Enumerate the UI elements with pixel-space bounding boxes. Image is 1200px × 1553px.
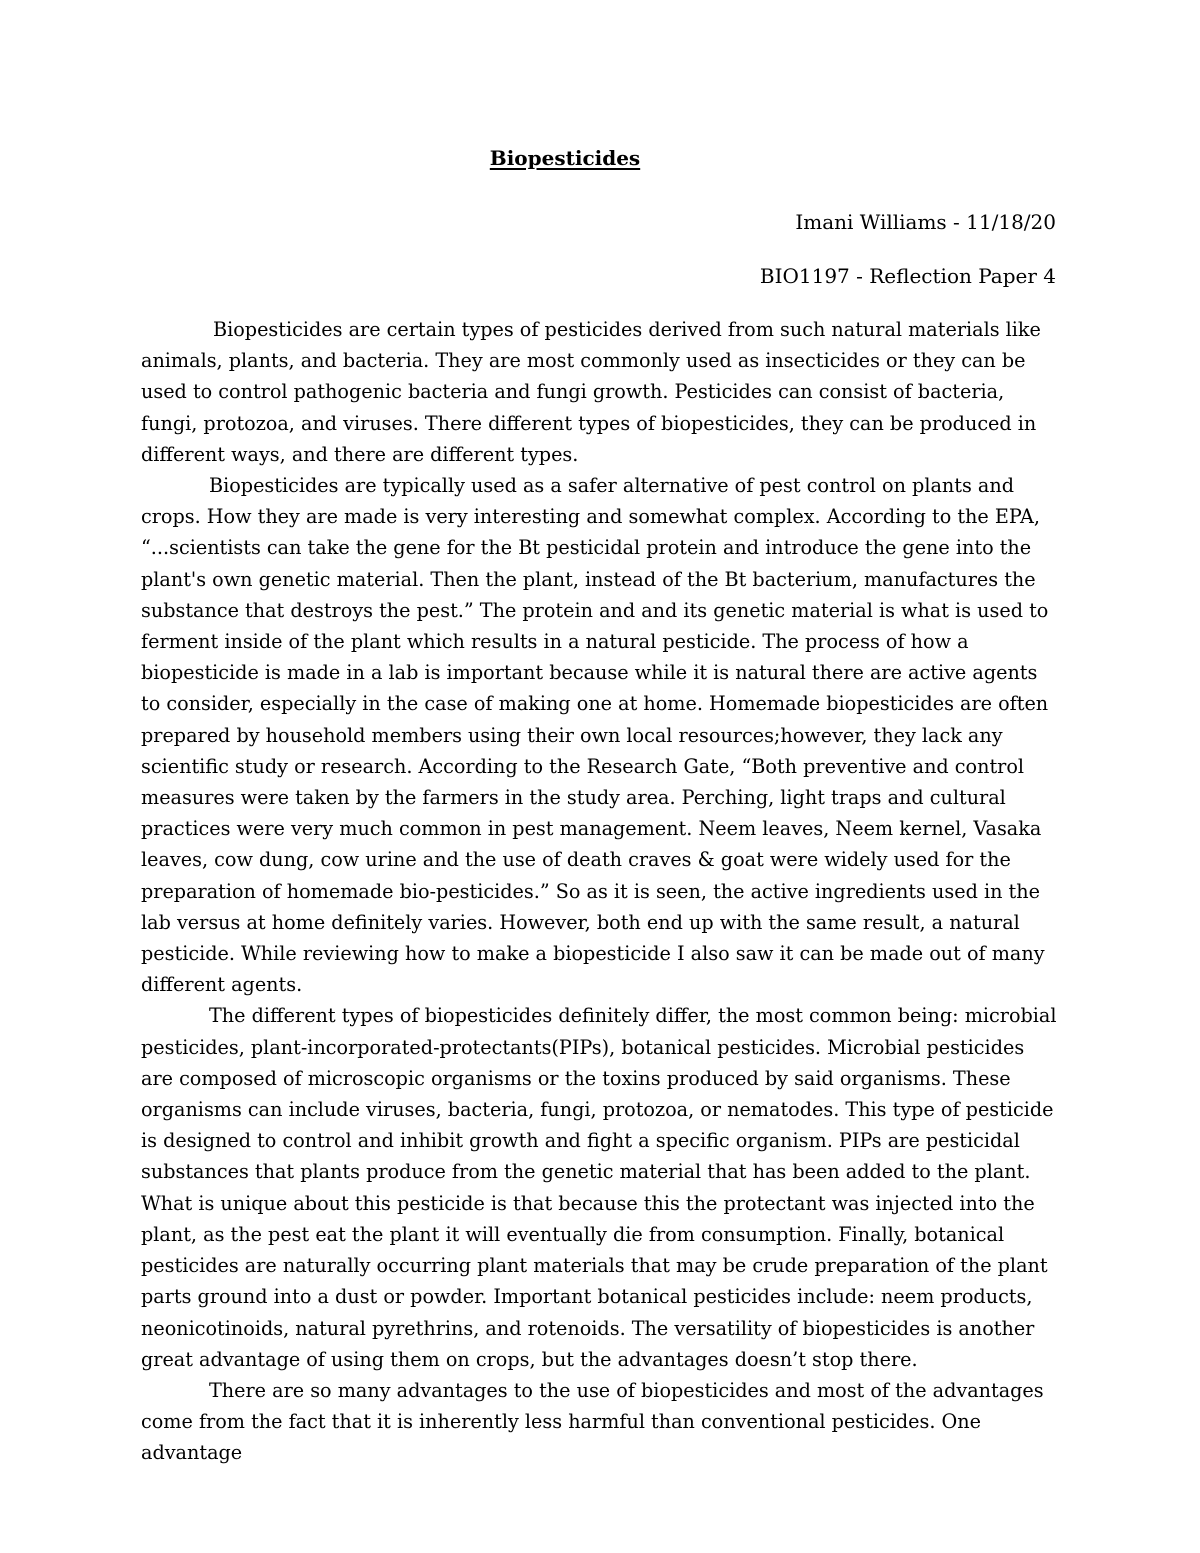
paragraph-intro: Biopesticides are certain types of pesticides derived from such natural materials like animals, plants, and bacteria. They are most commonly used as insecticides or they can be used to control pathogenic bacteria and fungi growth. Pesticides can consist of bacteria, fungi, protozoa, and viruses. There different types of biopesticides, they can be produced in different ways, and there are different types. <box>141 318 1041 466</box>
paragraph-advantages: There are so many advantages to the use of biopesticides and most of the advantages come from the fact that it is inherently less harmful than conventional pesticides. One advantage <box>141 1378 1044 1465</box>
paragraph-types: The different types of biopesticides definitely differ, the most common being: microbial pesticides, plant-incorporated-protectants(PIPs), botanical pesticides. Microbial pesticides are composed of microscopic organisms or the toxins produced by said organisms. These organisms can include viruses, bacteria, fungi, protozoa, or nematodes. This type of pesticide is designed to control and inhibit growth and fight a specific organism. PIPs are pesticidal substances that plants produce from the genetic material that has been added to the plant. What is unique about this pesticide is that because this the protectant was injected into the plant, as the pest eat the plant it will eventually die from consumption. Finally, botanical pesticides are naturally occurring plant materials that may be crude preparation of the plant parts ground into a dust or powder. Important botanical pesticides include: neem products, neonicotinoids, natural pyrethrins, and rotenoids. The versatility of biopesticides is another great advantage of using them on crops, but the advantages doesn’t stop there. <box>141 1004 1057 1371</box>
paragraph-production: Biopesticides are typically used as a safer alternative of pest control on plants and crops. How they are made is very interesting and somewhat complex. According to the EPA, “...scientists can take the gene for the Bt pesticidal protein and introduce the gene into the plant's own genetic material. Then the plant, instead of the Bt bacterium, manufactures the substance that destroys the pest.” The protein and and its genetic material is what is used to ferment inside of the plant which results in a natural pesticide. The process of how a biopesticide is made in a lab is important because while it is natural there are active agents to consider, especially in the case of making one at home. Homemade biopesticides are often prepared by household members using their own local resources;however, they lack any scientific study or research. According to the Research Gate, “Both preventive and control measures were taken by the farmers in the study area. Perching, light traps and cultural practices were very much common in pest management. Neem leaves, Neem kernel, Vasaka leaves, cow dung, cow urine and the use of death craves & goat were widely used for the preparation of homemade bio-pesticides.” So as it is seen, the active ingredients used in the lab versus at home definitely varies. However, both end up with the same result, a natural pesticide. While reviewing how to make a biopesticide I also saw it can be made out of many different agents. <box>141 474 1049 997</box>
document-title: Biopesticides <box>489 146 641 170</box>
author-date-line: Imani Williams - 11/18/20 <box>795 210 1056 234</box>
document-body <box>141 314 1061 1469</box>
course-line: BIO1197 - Reflection Paper 4 <box>759 264 1056 288</box>
